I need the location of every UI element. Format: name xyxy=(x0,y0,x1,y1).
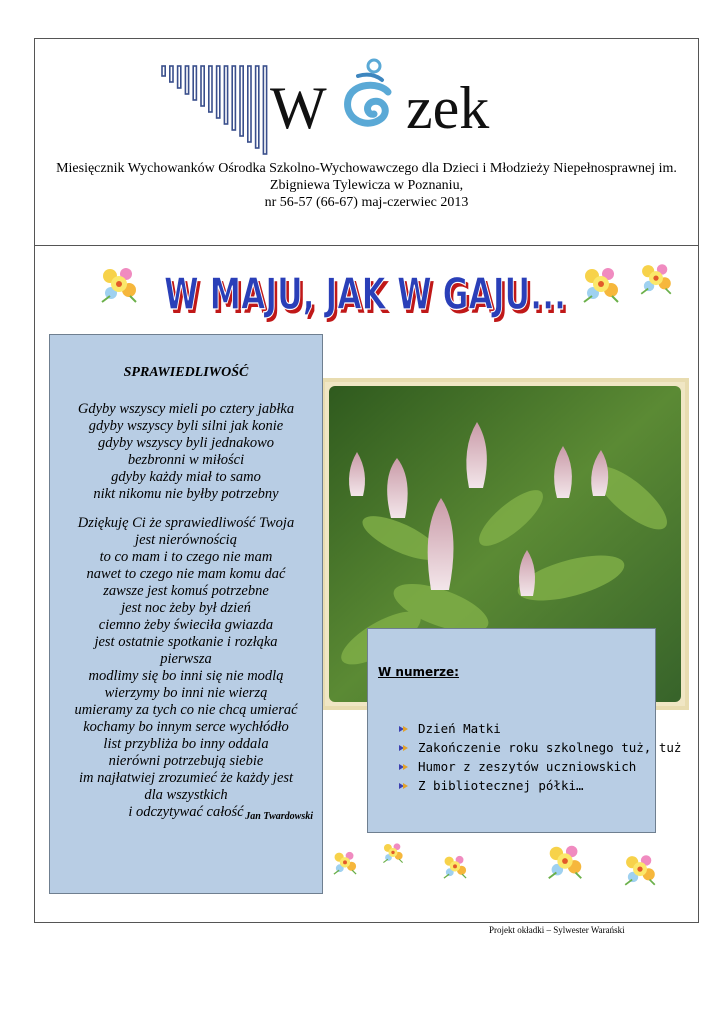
list-item-label: Z bibliotecznej półki… xyxy=(418,778,584,793)
poem-line: umieramy za tych co nie chcą umierać xyxy=(74,702,298,718)
poem-stanza-1 xyxy=(50,401,322,503)
logo-bar xyxy=(178,66,181,88)
list-item xyxy=(398,776,681,795)
logo-bar xyxy=(201,66,204,106)
list-item-label: Humor z zeszytów uczniowskich xyxy=(418,759,637,774)
poem-line: zawsze jest komuś potrzebne xyxy=(103,583,269,599)
headline-wordart xyxy=(160,255,580,327)
list-item-label: Dzień Matki xyxy=(418,721,501,736)
logo-bar xyxy=(263,66,266,154)
flower-decoration-icon xyxy=(543,840,587,884)
poem-line: nawet to czego nie mam komu dać xyxy=(86,566,286,582)
flower-decoration-icon xyxy=(620,850,660,890)
subtitle-line: nr 56-57 (66-67) maj-czerwiec 2013 xyxy=(264,195,469,210)
list-item xyxy=(398,738,681,757)
flower-decoration-icon xyxy=(330,848,360,878)
logo-bar xyxy=(240,66,243,136)
logo-bar xyxy=(193,66,196,100)
logo-bar xyxy=(248,66,251,142)
logo-bar xyxy=(217,66,220,118)
arrow-bullet-icon xyxy=(398,743,408,753)
cover-credit: Projekt okładki – Sylwester Warański xyxy=(489,925,625,935)
poem-line: nikt nikomu nie byłby potrzebny xyxy=(93,486,279,502)
logo-bar xyxy=(256,66,259,148)
poem-title: SPRAWIEDLIWOŚĆ xyxy=(123,365,249,380)
headline-text: W MAJU, JAK W GAJU... xyxy=(164,269,566,320)
logo-bar xyxy=(224,66,227,124)
poem-line: gdyby wszyscy byli jednakowo xyxy=(98,435,274,451)
masthead-subtitle xyxy=(36,160,697,211)
poem-line: list przybliża bo inny oddala xyxy=(103,736,269,752)
logo-text-right: zek xyxy=(406,75,490,141)
subtitle-line: Zbigniewa Tylewicza w Poznaniu, xyxy=(269,178,464,193)
list-item-label: Zakończenie roku szkolnego tuż, tuż xyxy=(418,740,682,755)
list-item xyxy=(398,719,681,738)
poem-line: jest nierównością xyxy=(135,532,237,548)
swirl-logo-icon xyxy=(338,58,400,132)
poem-line: ciemno żeby świeciła gwiazda xyxy=(98,617,274,633)
poem-line: kochamy bo innym serce wychłódło xyxy=(83,719,289,735)
poem-line: to co mam i to czego nie mam xyxy=(99,549,273,565)
poem-line: im najłatwiej zrozumieć że każdy jest xyxy=(78,770,294,786)
poem-box xyxy=(49,334,323,894)
poem-line: nierówni potrzebują siebie xyxy=(108,753,264,769)
poem-line: modlimy się bo inni się nie modlą xyxy=(88,668,284,684)
flower-decoration-icon xyxy=(636,258,676,300)
poem-line: dla wszystkich xyxy=(144,787,228,803)
poem-author: Jan Twardowski xyxy=(245,811,313,822)
arrow-bullet-icon xyxy=(398,724,408,734)
poem-line: bezbronni w miłości xyxy=(127,452,245,468)
poem-line: wierzymy bo inni nie wierzą xyxy=(104,685,268,701)
poem-line: jest noc żeby był dzień xyxy=(121,600,251,616)
flower-decoration-icon xyxy=(578,262,624,308)
poem-line: i odczytywać całość xyxy=(128,804,244,820)
in-this-issue-box xyxy=(367,628,682,833)
poem-line: Dziękuję Ci że sprawiedliwość Twoja xyxy=(77,515,295,531)
arrow-bullet-icon xyxy=(398,781,408,791)
flower-decoration-icon xyxy=(440,852,470,882)
logo-bar xyxy=(209,66,212,112)
flower-decoration-icon xyxy=(380,840,406,866)
in-this-issue-list xyxy=(398,719,681,795)
poem-stanza-2 xyxy=(50,515,322,821)
logo-bars-icon xyxy=(160,64,270,159)
poem-line: gdyby każdy miał to samo xyxy=(111,469,261,485)
headline-shadow: W MAJU, JAK W GAJU... xyxy=(167,273,569,324)
logo-bar xyxy=(185,66,188,94)
logo-bar xyxy=(162,66,165,76)
subtitle-line: Miesięcznik Wychowanków Ośrodka Szkolno-Wychowawczego dla Dzieci i Młodzieży Niepełnosprawnej im. xyxy=(56,161,677,176)
logo-bar xyxy=(170,66,173,82)
list-item xyxy=(398,757,681,776)
logo-bar xyxy=(232,66,235,130)
poem-line: gdyby wszyscy byli silni jak konie xyxy=(88,418,284,434)
logo-text-left: W xyxy=(270,75,327,141)
flower-decoration-icon xyxy=(96,262,142,308)
arrow-bullet-icon xyxy=(398,762,408,772)
poem-line: jest ostatnie spotkanie i rozłąka xyxy=(94,634,278,650)
in-this-issue-heading: W numerze: xyxy=(378,665,459,679)
poem-line: Gdyby wszyscy mieli po cztery jabłka xyxy=(77,401,295,417)
poem-line: pierwsza xyxy=(160,651,212,667)
